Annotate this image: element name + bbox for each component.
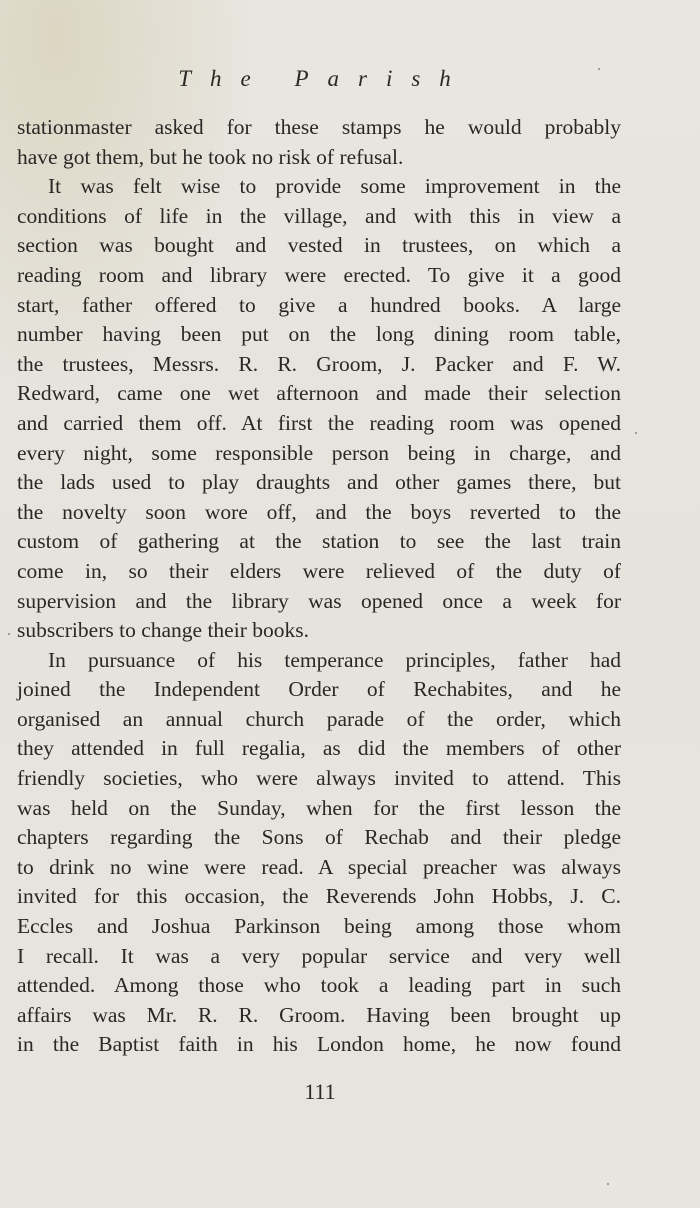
text-line: subscribers to change their books. — [17, 618, 309, 643]
paper-speck — [635, 432, 637, 434]
text-line: attended. Among those who took a leading part in such — [17, 973, 621, 998]
text-line: friendly societies, who were always invited to attend. This — [17, 766, 621, 791]
paper-speck — [8, 633, 10, 635]
text-line: to drink no wine were read. A special preacher was always — [17, 854, 621, 879]
running-head: The Parish — [178, 66, 470, 91]
text-line: conditions of life in the village, and with this in view a — [17, 203, 621, 228]
text-line: chapters regarding the Sons of Rechab and their pledge — [17, 825, 621, 850]
text-line: It was felt wise to provide some improvement in the — [48, 174, 621, 199]
paper-speck — [598, 68, 600, 70]
text-line: the novelty soon wore off, and the boys reverted to the — [17, 499, 621, 524]
text-line: in the Baptist faith in his London home, he now found — [17, 1032, 621, 1057]
text-line: start, father offered to give a hundred books. A large — [17, 292, 621, 317]
text-line: number having been put on the long dining room table, — [17, 322, 621, 347]
text-line: Eccles and Joshua Parkinson being among those whom — [17, 914, 621, 939]
text-line: come in, so their elders were relieved of the duty of — [17, 558, 621, 583]
paper-speck — [607, 1183, 609, 1185]
text-line: I recall. It was a very popular service and very well — [17, 943, 621, 968]
text-line: stationmaster asked for these stamps he would probably — [17, 115, 621, 139]
body-text — [17, 113, 621, 1060]
text-line: section was bought and vested in trustees, on which a — [17, 233, 621, 258]
text-line: have got them, but he took no risk of refusal. — [17, 144, 404, 169]
text-line: joined the Independent Order of Rechabites, and he — [17, 677, 621, 702]
text-line: and carried them off. At first the reading room was opened — [17, 410, 621, 435]
text-line: organised an annual church parade of the order, which — [17, 706, 621, 731]
text-line: custom of gathering at the station to see the last train — [17, 529, 621, 554]
text-line: supervision and the library was opened once a week for — [17, 588, 621, 613]
text-line: was held on the Sunday, when for the first lesson the — [17, 795, 621, 820]
text-line: the lads used to play draughts and other games there, but — [17, 470, 621, 495]
text-line: every night, some responsible person being in charge, and — [17, 440, 621, 465]
text-line: they attended in full regalia, as did the members of other — [17, 736, 621, 761]
text-line: affairs was Mr. R. R. Groom. Having been brought up — [17, 1002, 621, 1027]
text-line: In pursuance of his temperance principles, father had — [48, 647, 621, 672]
text-line: Redward, came one wet afternoon and made their selection — [17, 381, 621, 406]
text-line: invited for this occasion, the Reverends John Hobbs, J. C. — [17, 884, 621, 909]
text-line: reading room and library were erected. To give it a good — [17, 262, 621, 287]
text-line: the trustees, Messrs. R. R. Groom, J. Packer and F. W. — [17, 351, 621, 376]
page-number: 111 — [304, 1079, 336, 1104]
